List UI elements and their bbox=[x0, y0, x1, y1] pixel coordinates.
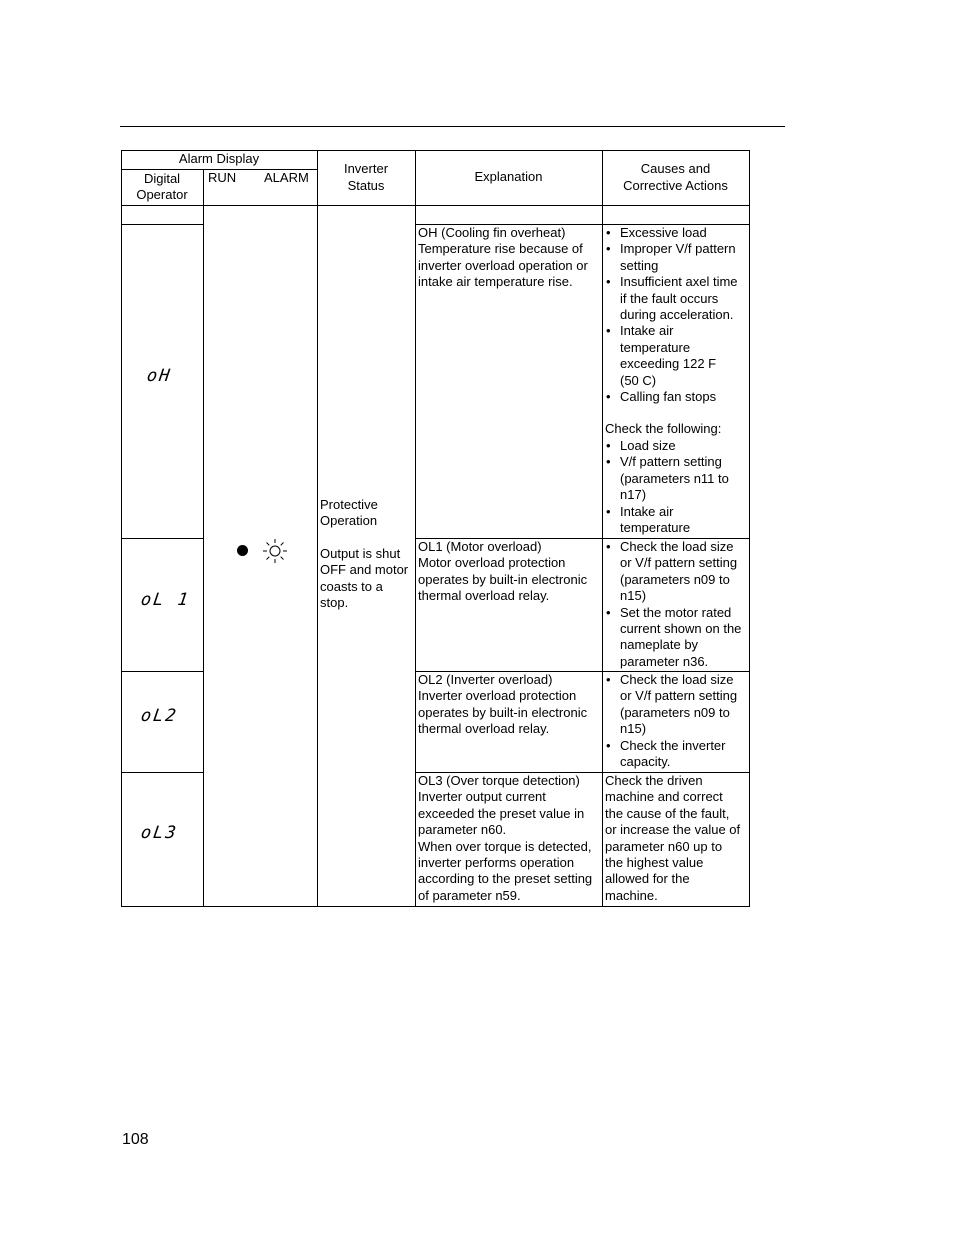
top-rule bbox=[120, 126, 785, 127]
list-item: • Insufficient axel time if the fault occurs during acceleration. bbox=[605, 274, 746, 323]
page-number: 108 bbox=[122, 1131, 149, 1148]
alarm-led-blinking-icon bbox=[262, 538, 288, 564]
explanation-oh: OH (Cooling fin overheat) Temperature rise because of inverter overload operation or intake air temperature rise. bbox=[418, 225, 588, 290]
causes-ol1 bbox=[602, 538, 749, 671]
status-protective-operation: Protective Operation bbox=[320, 497, 378, 529]
status-output-shut-off: Output is shut OFF and motor coasts to a stop. bbox=[320, 546, 409, 611]
header-explanation: Explanation bbox=[474, 169, 543, 185]
explanation-ol2: OL2 (Inverter overload) Inverter overload protection operates by built-in electronic thermal overload relay. bbox=[418, 672, 588, 737]
header-causes: Causes and Corrective Actions bbox=[623, 161, 728, 193]
header-run: RUN bbox=[208, 170, 237, 185]
list-item: • Excessive load bbox=[605, 225, 746, 241]
causes-oh bbox=[602, 224, 749, 537]
header-inverter-status: Inverter Status bbox=[343, 161, 389, 193]
lcd-code-oh: oH bbox=[145, 366, 173, 386]
lcd-code-ol1: oL 1 bbox=[139, 590, 192, 610]
run-led-on-icon bbox=[237, 545, 248, 556]
list-item: • Calling fan stops bbox=[605, 389, 746, 405]
list-item: • Check the load size or V/f pattern setting (parameters n09 to n15) bbox=[605, 539, 746, 605]
explanation-ol1: OL1 (Motor overload) Motor overload protection operates by built-in electronic thermal overload relay. bbox=[418, 539, 588, 604]
list-item: • Intake air temperature bbox=[605, 504, 746, 537]
check-title: Check the following: bbox=[605, 421, 722, 437]
list-item: • Improper V/f pattern setting bbox=[605, 241, 746, 274]
header-alarm: ALARM bbox=[264, 170, 309, 185]
explanation-ol3: OL3 (Over torque detection) Inverter output current exceeded the preset value in parameter n60. When over torque is detected, inverter performs operation according to the preset setting of parameter n59. bbox=[418, 773, 593, 903]
header-alarm-display: Alarm Display bbox=[178, 151, 260, 167]
list-item: • Check the load size or V/f pattern setting (parameters n09 to n15) bbox=[605, 672, 746, 738]
list-item: • Load size bbox=[605, 438, 746, 454]
lcd-code-ol3: oL3 bbox=[139, 823, 180, 843]
lcd-code-ol2: oL2 bbox=[139, 706, 180, 726]
list-item: • Intake air temperature exceeding 122 F (50 C) bbox=[605, 323, 746, 389]
causes-ol2 bbox=[602, 671, 749, 771]
list-item: • V/f pattern setting (parameters n11 to n17) bbox=[605, 454, 746, 503]
header-digital-operator: Digital Operator bbox=[136, 170, 188, 202]
list-item: • Check the inverter capacity. bbox=[605, 738, 746, 771]
causes-ol3: Check the driven machine and correct the cause of the fault, or increase the value of parameter n60 up to the highest value allowed for the machine. bbox=[605, 773, 741, 903]
list-item: • Set the motor rated current shown on the nameplate by parameter n36. bbox=[605, 605, 746, 671]
